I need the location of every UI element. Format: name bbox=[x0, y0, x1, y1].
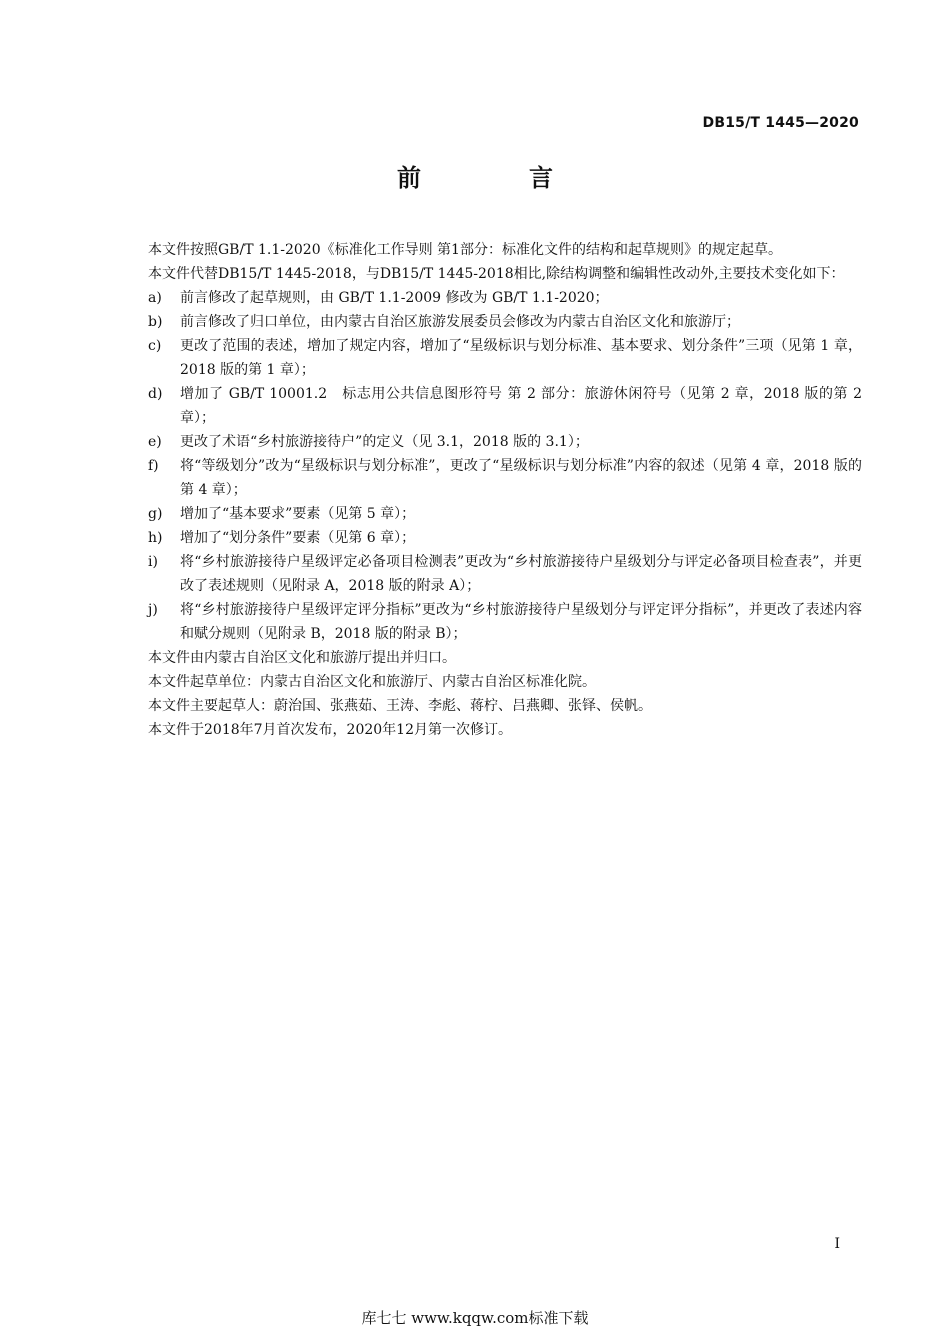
list-item-marker: j) bbox=[148, 602, 158, 618]
list-item-marker: f) bbox=[148, 458, 159, 474]
page-title: 前 言 bbox=[397, 164, 595, 192]
list-item-marker: g) bbox=[148, 506, 163, 522]
document-code: DB15/T 1445—2020 bbox=[702, 115, 859, 131]
list-item bbox=[112, 430, 862, 454]
list-item-marker: e) bbox=[148, 434, 162, 450]
changes-list bbox=[112, 286, 862, 646]
list-item bbox=[112, 526, 862, 550]
list-item-text: 增加了“基本要求”要素（见第 5 章）； bbox=[180, 506, 416, 522]
list-item bbox=[112, 550, 862, 598]
closing-line: 本文件由内蒙古自治区文化和旅游厅提出并归口。 bbox=[148, 650, 456, 666]
list-item bbox=[112, 454, 862, 502]
list-item-text: 更改了术语“乡村旅游接待户”的定义（见 3.1，2018 版的 3.1）； bbox=[180, 434, 589, 450]
list-item bbox=[112, 334, 862, 382]
list-item bbox=[112, 382, 862, 430]
list-item-marker: a) bbox=[148, 290, 162, 306]
list-item-text: 将“等级划分”改为“星级标识与划分标准”，更改了“星级标识与划分标准”内容的叙述（见第 4 章，2018 版的第 4 章）； bbox=[180, 458, 862, 498]
list-item bbox=[112, 286, 862, 310]
list-item bbox=[112, 502, 862, 526]
list-item bbox=[112, 598, 862, 646]
list-item bbox=[112, 310, 862, 334]
list-item-text: 前言修改了归口单位，由内蒙古自治区旅游发展委员会修改为内蒙古自治区文化和旅游厅； bbox=[180, 314, 740, 330]
document-body bbox=[112, 238, 862, 742]
list-item-text: 更改了范围的表述，增加了规定内容，增加了“星级标识与划分标准、基本要求、划分条件”三项（见第 1 章，2018 版的第 1 章）； bbox=[180, 338, 862, 378]
list-item-marker: b) bbox=[148, 314, 163, 330]
intro-paragraph: 本文件按照GB/T 1.1-2020《标准化工作导则 第1部分：标准化文件的结构和起草规则》的规定起草。 bbox=[148, 242, 782, 258]
list-item-marker: i) bbox=[148, 554, 158, 570]
closing-line: 本文件于2018年7月首次发布，2020年12月第一次修订。 bbox=[148, 722, 512, 738]
closing-line: 本文件起草单位：内蒙古自治区文化和旅游厅、内蒙古自治区标准化院。 bbox=[148, 674, 596, 690]
list-item-text: 前言修改了起草规则，由 GB/T 1.1-2009 修改为 GB/T 1.1-2020； bbox=[180, 290, 609, 306]
list-item-marker: c) bbox=[148, 338, 162, 354]
list-item-marker: h) bbox=[148, 530, 163, 546]
list-item-marker: d) bbox=[148, 386, 163, 402]
footer-watermark: 库七七 www.kqqw.com标准下载 bbox=[361, 1309, 589, 1327]
list-item-text: 将“乡村旅游接待户星级评定必备项目检测表”更改为“乡村旅游接待户星级划分与评定必备项目检查表”，并更改了表述规则（见附录 A，2018 版的附录 A）； bbox=[180, 554, 862, 594]
list-item-text: 增加了“划分条件”要素（见第 6 章）； bbox=[180, 530, 416, 546]
page-number: I bbox=[834, 1236, 840, 1252]
closing-line: 本文件主要起草人：蔚治国、张燕茹、王涛、李彪、蒋柠、吕燕卿、张铎、侯帆。 bbox=[148, 698, 652, 714]
intro-paragraph: 本文件代替DB15/T 1445-2018，与DB15/T 1445-2018相比,除结构调整和编辑性改动外,主要技术变化如下： bbox=[148, 266, 845, 282]
list-item-text: 增加了 GB/T 10001.2 标志用公共信息图形符号 第 2 部分：旅游休闲符号（见第 2 章，2018 版的第 2 章）； bbox=[180, 386, 862, 426]
list-item-text: 将“乡村旅游接待户星级评定评分指标”更改为“乡村旅游接待户星级划分与评定评分指标”，并更改了表述内容和赋分规则（见附录 B，2018 版的附录 B）； bbox=[180, 602, 862, 642]
